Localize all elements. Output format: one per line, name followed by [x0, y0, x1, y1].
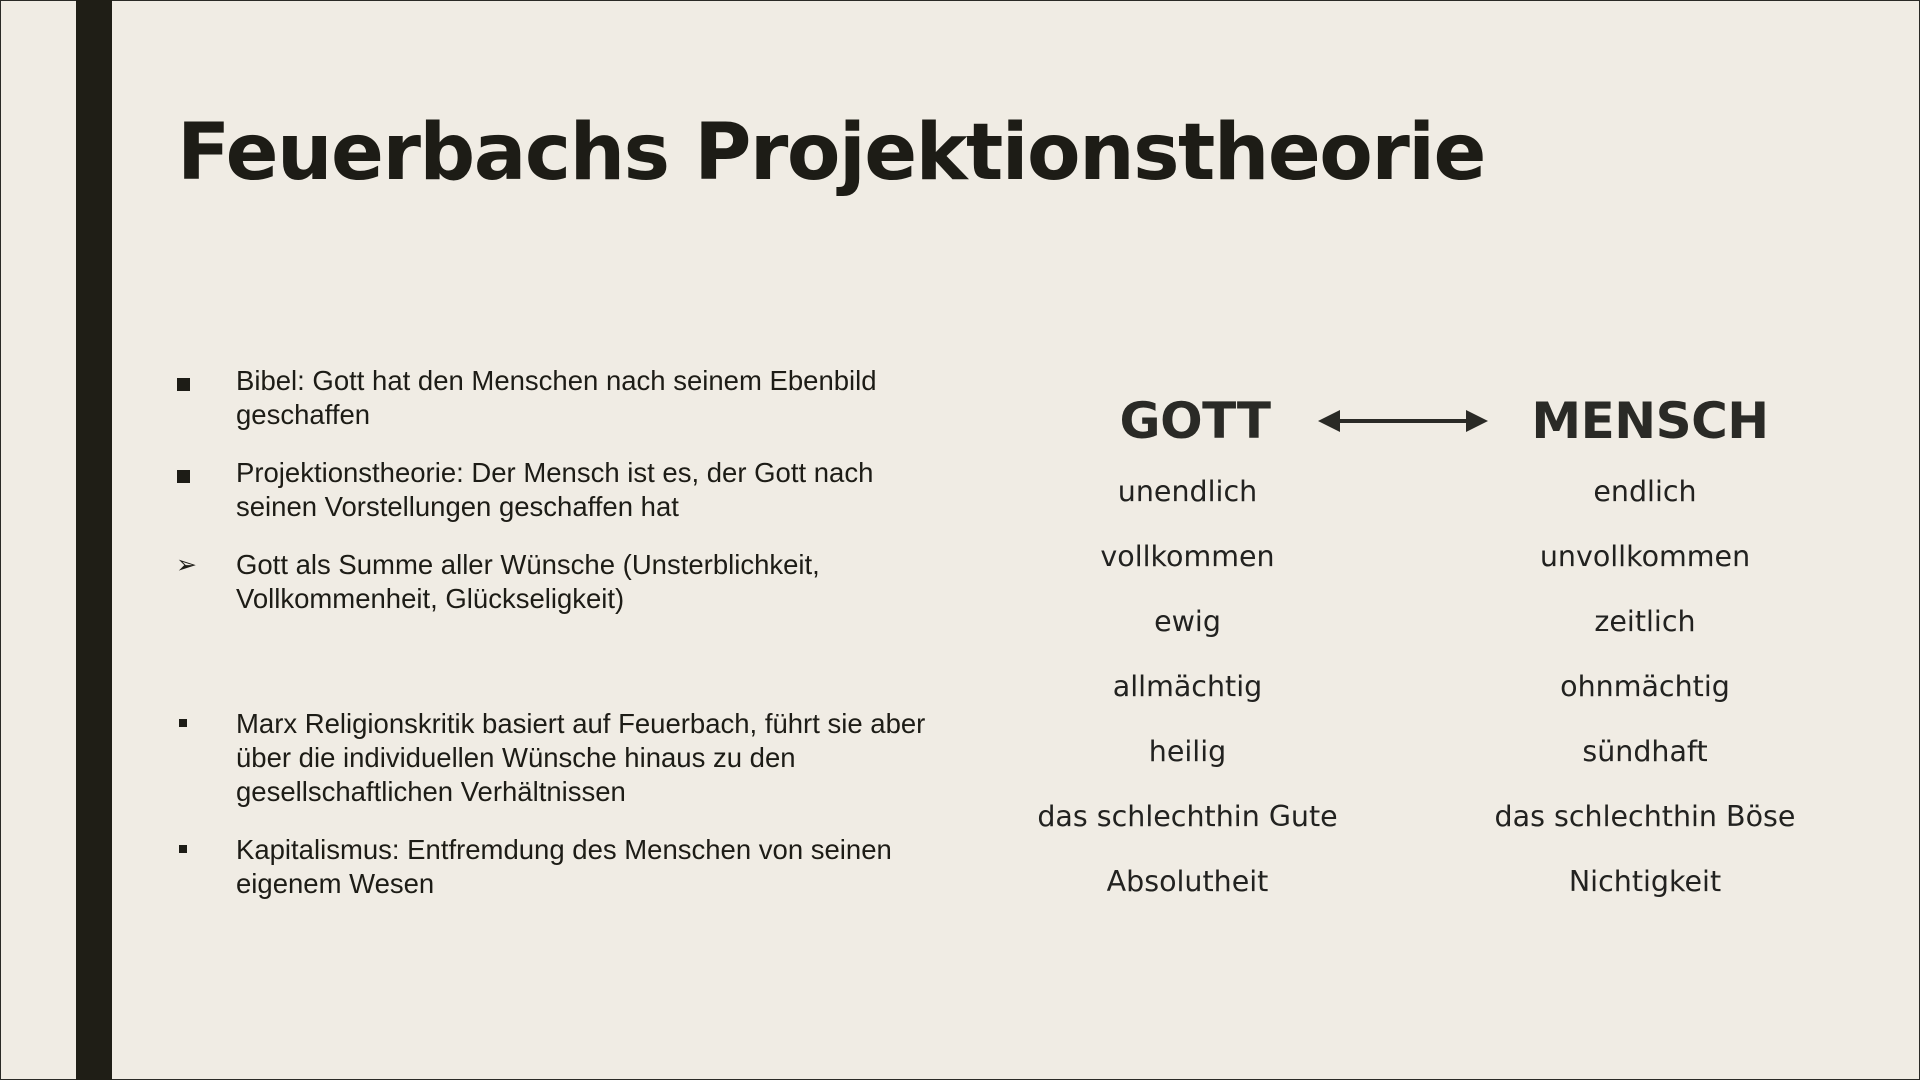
comparison-table: [1030, 386, 1796, 906]
mensch-attribute: unvollkommen: [1539, 540, 1751, 573]
bullet-text: Kapitalismus: Entfremdung des Menschen von seinen eigenem Wesen: [236, 834, 892, 899]
bullet-text: Gott als Summe aller Wünsche (Unsterblichkeit, Vollkommenheit, Glückseligkeit): [236, 549, 820, 614]
accent-bar: [76, 0, 112, 1080]
gott-attribute: Absolutheit: [1106, 865, 1269, 898]
square-bullet-icon: [177, 378, 190, 391]
mensch-attribute: sündhaft: [1582, 735, 1708, 768]
slide-title: Feuerbachs Projektionstheorie: [177, 108, 1485, 198]
square-bullet-icon: [177, 470, 190, 483]
mensch-heading: MENSCH: [1531, 392, 1769, 450]
mensch-attribute: das schlechthin Böse: [1494, 800, 1796, 833]
gott-attribute: heilig: [1148, 735, 1227, 768]
gott-attribute: vollkommen: [1100, 540, 1275, 573]
mensch-attribute: ohnmächtig: [1560, 670, 1730, 703]
bullet-item: [177, 707, 937, 809]
mensch-attribute: zeitlich: [1594, 605, 1696, 638]
mensch-attribute: endlich: [1593, 475, 1697, 508]
bullet-text: Bibel: Gott hat den Menschen nach seinem Ebenbild geschaffen: [236, 365, 877, 430]
bullet-item: [177, 456, 937, 524]
gott-heading: GOTT: [1119, 392, 1271, 450]
bullet-text: Projektionstheorie: Der Mensch ist es, der Gott nach seinen Vorstellungen geschaffen hat: [236, 457, 874, 522]
small-square-bullet-icon: [179, 719, 187, 727]
small-square-bullet-icon: [179, 845, 187, 853]
gott-attribute: allmächtig: [1112, 670, 1263, 703]
bullet-text: Marx Religionskritik basiert auf Feuerbach, führt sie aber über die individuellen Wünsche hinaus zu den gesellschaftlichen Verhältnissen: [236, 708, 926, 807]
arrow-bullet-icon: ➢: [176, 550, 197, 579]
bullet-item: [177, 364, 937, 432]
gott-attribute: unendlich: [1117, 475, 1258, 508]
mensch-attribute: Nichtigkeit: [1568, 865, 1722, 898]
bullet-item: [177, 548, 937, 616]
bullet-list: [177, 364, 937, 901]
gott-attribute: ewig: [1154, 605, 1221, 638]
bullet-item: [177, 833, 937, 901]
gott-attribute: das schlechthin Gute: [1037, 800, 1338, 833]
